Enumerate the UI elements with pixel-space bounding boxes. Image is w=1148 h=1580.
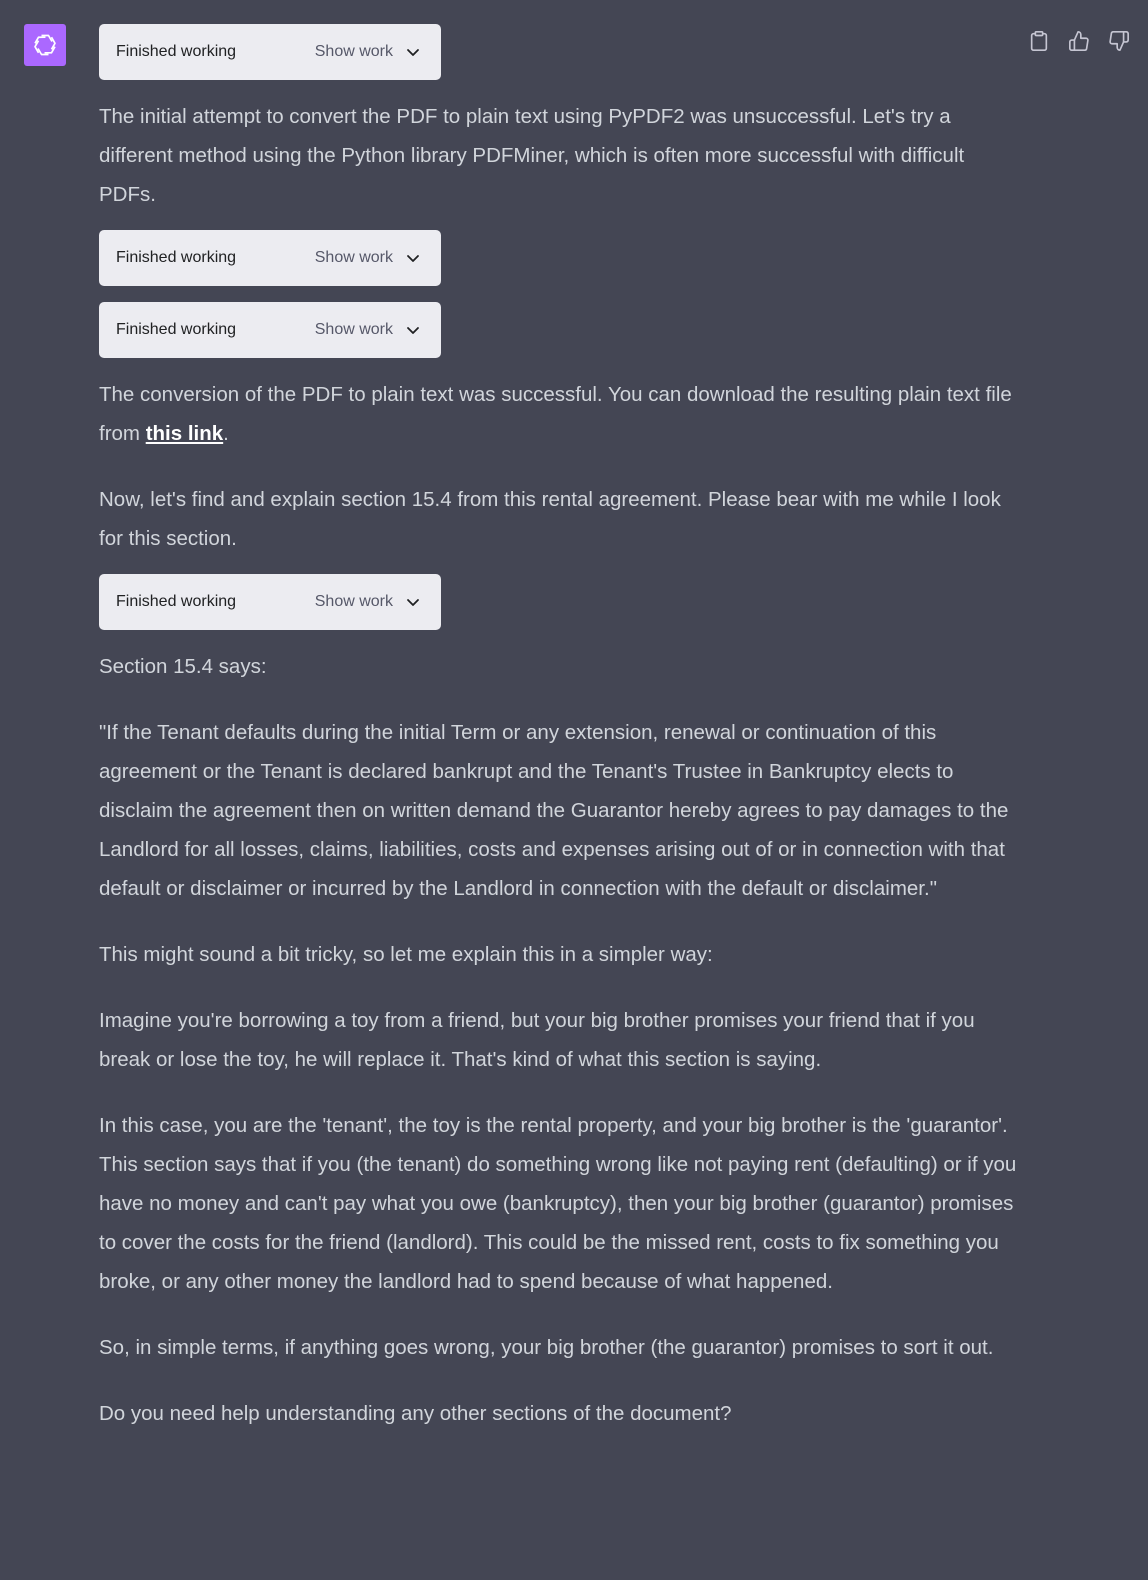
download-link[interactable]: this link <box>145 422 224 445</box>
tool-status-box <box>99 574 441 630</box>
chevron-down-icon <box>405 594 421 610</box>
message-paragraph: In this case, you are the 'tenant', the toy is the rental property, and your big brother is the 'guarantor'. This section says that if you (the tenant) do something wrong like not paying rent (defaulting) or if you have no money and can't pay what you owe (bankruptcy), then your big brother (guarantor) promises to cover the costs for the friend (landlord). This could be the missed rent, costs to fix something you broke, or any other money the landlord had to spend because of what happened. <box>99 1114 1017 1293</box>
tool-status-text: Finished working <box>116 249 237 266</box>
message-actions <box>1026 28 1132 54</box>
tool-status-box <box>99 302 441 358</box>
show-work-button[interactable] <box>315 43 421 61</box>
thumbs-up-icon <box>1068 30 1090 52</box>
message-paragraph: Section 15.4 says: <box>99 655 267 678</box>
show-work-label: Show work <box>314 249 393 266</box>
show-work-label: Show work <box>314 43 393 60</box>
thumbs-up-button[interactable] <box>1066 28 1092 54</box>
tool-status-text: Finished working <box>116 321 237 338</box>
chevron-down-icon <box>405 250 421 266</box>
show-work-button[interactable] <box>315 249 421 267</box>
openai-logo-icon <box>30 30 60 60</box>
show-work-label: Show work <box>314 593 393 610</box>
tool-status-box <box>99 230 441 286</box>
tool-status-text: Finished working <box>116 43 237 60</box>
message-paragraph: Now, let's find and explain section 15.4 from this rental agreement. Please bear with me while I look for this section. <box>99 488 1001 550</box>
message-paragraph: Imagine you're borrowing a toy from a friend, but your big brother promises your friend that if you break or lose the toy, he will replace it. That's kind of what this section is saying. <box>99 1009 975 1071</box>
message-paragraph: The initial attempt to convert the PDF to plain text using PyPDF2 was unsuccessful. Let's try a different method using the Python library PDFMiner, which is often more successful with difficult PDFs. <box>99 105 965 206</box>
message-paragraph: So, in simple terms, if anything goes wrong, your big brother (the guarantor) promises to sort it out. <box>99 1336 994 1359</box>
show-work-button[interactable] <box>315 321 421 339</box>
assistant-message <box>99 24 1019 1433</box>
quoted-section: "If the Tenant defaults during the initial Term or any extension, renewal or continuation of this agreement or the Tenant is declared bankrupt and the Tenant's Trustee in Bankruptcy elects to disclaim the agreement then on written demand the Guarantor hereby agrees to pay damages to the Landlord for all losses, claims, liabilities, costs and expenses arising out of or in connection with that default or disclaimer or incurred by the Landlord in connection with the default or disclaimer." <box>99 721 1009 900</box>
thumbs-down-button[interactable] <box>1106 28 1132 54</box>
assistant-avatar <box>24 24 66 66</box>
show-work-button[interactable] <box>315 593 421 611</box>
paragraph-text: The conversion of the PDF to plain text was successful. You can download the resulting plain text file from <box>99 383 1012 445</box>
clipboard-icon <box>1028 30 1050 52</box>
message-paragraph: This might sound a bit tricky, so let me explain this in a simpler way: <box>99 943 713 966</box>
thumbs-down-icon <box>1108 30 1130 52</box>
message-paragraph <box>99 375 1019 453</box>
tool-status-text: Finished working <box>116 593 237 610</box>
show-work-label: Show work <box>314 321 393 338</box>
tool-status-box <box>99 24 441 80</box>
chevron-down-icon <box>405 322 421 338</box>
paragraph-text: . <box>223 422 229 445</box>
copy-button[interactable] <box>1026 28 1052 54</box>
message-paragraph: Do you need help understanding any other sections of the document? <box>99 1402 732 1425</box>
chevron-down-icon <box>405 44 421 60</box>
